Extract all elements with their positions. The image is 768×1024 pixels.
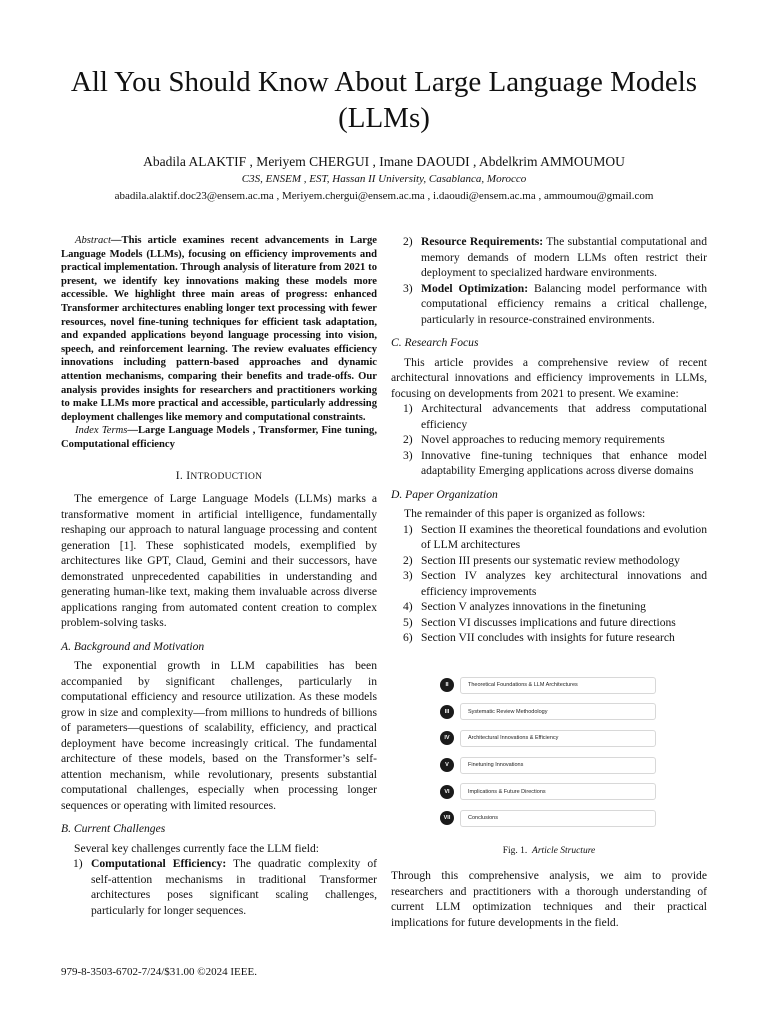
- figure-row: [440, 778, 700, 805]
- challenges-heading: B. Current Challenges: [61, 822, 166, 835]
- challenges-list-part2: [391, 234, 707, 327]
- index-terms: [61, 424, 377, 451]
- section-label-box: Conclusions: [460, 810, 656, 827]
- figure-caption: [391, 846, 707, 856]
- list-item: 2) Resource Requirements: The substantial computational and memory demands of modern LLMs often restrict their deployment to specialized hardware environments.: [403, 235, 707, 279]
- organization-intro: The remainder of this paper is organized as follows:: [404, 507, 646, 520]
- section-label-box: Implications & Future Directions: [460, 783, 656, 800]
- intro-paragraph: The emergence of Large Language Models (LLMs) marks a transformative moment in artificial intelligence, fundamentally reshaping our approach to natural language processing and content generation [1]. These sophisticated models, exemplified by architectures like GPT, Claud, Gemini and their successors, have demonstrated unprecedented capabilities in understanding and generating human-like text, making them invaluable across diverse applications ranging from automated content creation to complex problem-solving tasks.: [61, 492, 377, 629]
- figure-row: [440, 672, 700, 699]
- list-item: 3) Innovative fine-tuning techniques that enhance model adaptability Emerging applications across diverse domains: [403, 448, 707, 477]
- left-column: [61, 234, 377, 918]
- section-label-box: Finetuning Innovations: [460, 757, 656, 774]
- list-item: 5) Section VI discusses implications and future directions: [403, 615, 676, 629]
- affiliation: C3S, ENSEM , EST, Hassan II University, Casablanca, Morocco: [241, 173, 527, 185]
- abstract-text: —This article examines recent advancements in Large Language Models (LLMs), focusing on efficiency improvements and practical implementation. Through analysis of literature from 2021 to present, we identify key innovations making these models more accessible. We highlight three main areas of progress: enhanced Transformer architectures enabling longer text processing with fewer resources, novel fine-tuning techniques for efficient task adaptation, and expanded applications beyond language processing into vision, speech, and reinforcement learning. The review evaluates efficiency innovations including pattern-based approaches and dynamic attention mechanisms, comparing their benefits and trade-offs. Our analysis provides insights for researchers and practitioners working to make LLMs more practical and accessible, particularly addressing deployment challenges like memory and computational constraints.: [61, 235, 377, 423]
- copyright-footer: 979-8-3503-6702-7/24/$31.00 ©2024 IEEE.: [61, 966, 257, 978]
- research-focus-paragraph: This article provides a comprehensive review of recent architectural innovations and efficiency improvements in LLMs, focusing on developments from 2021 to present. We examine:: [391, 355, 707, 400]
- challenges-list-part1: [61, 856, 377, 918]
- list-item: 1) Architectural advancements that address computational efficiency: [403, 402, 707, 431]
- list-item: 2) Novel approaches to reducing memory requirements: [403, 433, 665, 446]
- figure-row: [440, 805, 700, 832]
- right-column: [391, 234, 707, 646]
- abstract-label: Abstract: [75, 235, 111, 246]
- list-item: 6) Section VII concludes with insights for future research: [403, 631, 675, 644]
- section-number-badge: V: [440, 758, 454, 772]
- list-item: 3) Section IV analyzes key architectural innovations and efficiency improvements: [403, 569, 707, 598]
- section-number-badge: IV: [440, 731, 454, 745]
- organization-heading: D. Paper Organization: [391, 487, 498, 501]
- background-paragraph: The exponential growth in LLM capabilities has been accompanied by significant challenges, particularly in computational efficiency and resource utilization. As these models grow in size and complexity—from millions to hundreds of billions of parameters—questions of scalability, efficiency, and practical deployment have become increasingly critical. The fundamental architecture of these models, based on the Transformer’s self-attention mechanism, while revolutionary, presents substantial computational challenges, especially when processing longer sequences or operating with limited resources.: [61, 659, 377, 812]
- list-item: 2) Section III presents our systematic review methodology: [403, 553, 680, 567]
- section-label-box: Architectural Innovations & Efficiency: [460, 730, 656, 747]
- section-label-box: Theoretical Foundations & LLM Architectures: [460, 677, 656, 694]
- figure-row: [440, 699, 700, 726]
- paper-title: All You Should Know About Large Language Models (LLMs): [70, 66, 698, 134]
- challenges-intro: Several key challenges currently face the LLM field:: [74, 841, 319, 855]
- research-focus-list: [391, 401, 707, 479]
- closing-paragraph: Through this comprehensive analysis, we aim to provide researchers and practitioners with a thorough understanding of current LLM optimization techniques and their practical implications for future developments in the field.: [391, 869, 707, 929]
- section-number-badge: III: [440, 705, 454, 719]
- research-focus-heading: C. Research Focus: [391, 336, 479, 349]
- article-structure-figure: [440, 672, 700, 832]
- section-number-badge: VII: [440, 811, 454, 825]
- figure-row: [440, 725, 700, 752]
- author-list: Abadila ALAKTIF , Meriyem CHERGUI , Imane DAOUDI , Abdelkrim AMMOUMOU: [143, 154, 625, 169]
- figure-row: [440, 752, 700, 779]
- list-item: 1) Computational Efficiency: The quadratic complexity of self-attention mechanisms in traditional Transformer architectures poses significant scaling challenges, particularly for longer sequences.: [73, 857, 377, 917]
- list-item: 3) Model Optimization: Balancing model performance with computational efficiency remains a critical challenge, particularly in resource-constrained environments.: [403, 281, 707, 326]
- intro-heading: [61, 468, 377, 486]
- abstract: [61, 234, 377, 424]
- intro-heading-text: I. INTRODUCTION: [175, 468, 263, 482]
- organization-list: [391, 522, 707, 646]
- author-emails: abadila.alaktif.doc23@ensem.ac.ma , Meriyem.chergui@ensem.ac.ma , i.daoudi@ensem.ac.ma , ammoumou@gmail.com: [114, 190, 654, 202]
- index-terms-label: Index Terms: [75, 425, 128, 437]
- section-number-badge: VI: [440, 785, 454, 799]
- background-heading: A. Background and Motivation: [61, 639, 205, 653]
- index-terms-text: —Large Language Models , Transformer, Fine tuning, Computational efficiency: [61, 425, 377, 450]
- section-number-badge: II: [440, 678, 454, 692]
- section-label-box: Systematic Review Methodology: [460, 703, 656, 720]
- list-item: 1) Section II examines the theoretical foundations and evolution of LLM architectures: [403, 522, 707, 551]
- list-item: 4) Section V analyzes innovations in the finetuning: [403, 600, 646, 613]
- figure-caption-text: Article Structure: [532, 846, 596, 856]
- figure-caption-number: Fig. 1.: [502, 846, 528, 856]
